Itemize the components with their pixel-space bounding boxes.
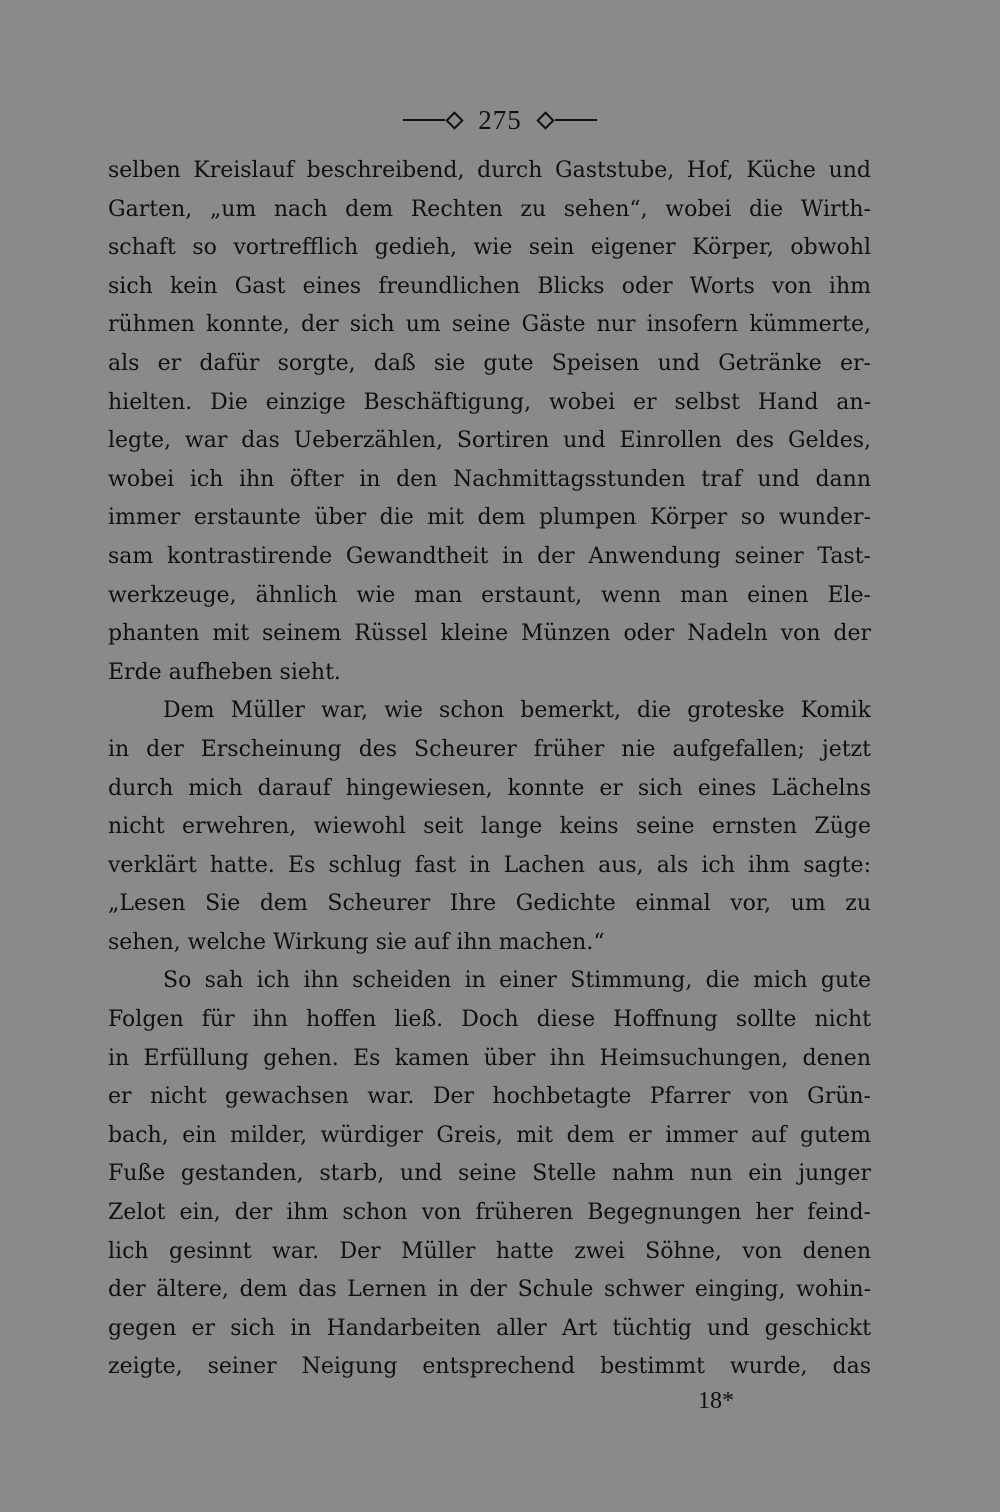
page-header bbox=[0, 100, 1000, 140]
text-line: Zelot ein, der ihm schon von früheren Begegnungen her feind- bbox=[108, 1200, 871, 1226]
text-line: wobei ich ihn öfter in den Nachmittagsstunden traf und dann bbox=[108, 466, 871, 492]
right-ornament-icon bbox=[536, 114, 597, 127]
text-line: legte, war das Ueberzählen, Sortiren und Einrollen des Geldes, bbox=[108, 428, 871, 454]
text-line: rühmen konnte, der sich um seine Gäste nur insofern kümmerte, bbox=[108, 312, 871, 338]
text-line: der ältere, dem das Lernen in der Schule schwer einging, wohin- bbox=[108, 1277, 871, 1303]
text-line: werkzeuge, ähnlich wie man erstaunt, wenn man einen Ele- bbox=[108, 582, 871, 608]
text-line: „Lesen Sie dem Scheurer Ihre Gedichte einmal vor, um zu bbox=[108, 891, 871, 917]
text-line: Fuße gestanden, starb, und seine Stelle nahm nun ein junger bbox=[108, 1161, 871, 1187]
text-line: nicht erwehren, wiewohl seit lange keins seine ernsten Züge bbox=[108, 814, 871, 840]
text-line: Erde aufheben sieht. bbox=[108, 659, 341, 685]
text-line: in der Erscheinung des Scheurer früher nie aufgefallen; jetzt bbox=[108, 736, 871, 762]
body-text bbox=[108, 152, 871, 1387]
text-line: lich gesinnt war. Der Müller hatte zwei Söhne, von denen bbox=[108, 1238, 871, 1264]
text-line: er nicht gewachsen war. Der hochbetagte Pfarrer von Grün- bbox=[108, 1084, 871, 1110]
page-number: 275 bbox=[478, 104, 522, 135]
text-line: gegen er sich in Handarbeiten aller Art tüchtig und geschickt bbox=[108, 1315, 871, 1341]
text-line: Folgen für ihn hoffen ließ. Doch diese Hoffnung sollte nicht bbox=[108, 1007, 871, 1033]
text-line: Dem Müller war, wie schon bemerkt, die groteske Komik bbox=[163, 698, 871, 724]
text-line: in Erfüllung gehen. Es kamen über ihn Heimsuchungen, denen bbox=[108, 1045, 871, 1071]
text-line: sam kontrastirende Gewandtheit in der Anwendung seiner Tast- bbox=[108, 543, 871, 569]
signature-mark: 18* bbox=[698, 1388, 734, 1414]
text-line: Garten, „um nach dem Rechten zu sehen“, wobei die Wirth- bbox=[108, 196, 871, 222]
text-line: sehen, welche Wirkung sie auf ihn machen.“ bbox=[108, 929, 605, 955]
text-line: durch mich darauf hingewiesen, konnte er sich eines Lächelns bbox=[108, 775, 871, 801]
text-line: sich kein Gast eines freundlichen Blicks oder Worts von ihm bbox=[108, 273, 871, 299]
text-line: immer erstaunte über die mit dem plumpen Körper so wunder- bbox=[108, 505, 871, 531]
text-line: schaft so vortrefflich gedieh, wie sein eigener Körper, obwohl bbox=[108, 235, 871, 261]
text-line: So sah ich ihn scheiden in einer Stimmung, die mich gute bbox=[163, 968, 871, 994]
text-line: hielten. Die einzige Beschäftigung, wobei er selbst Hand an- bbox=[108, 389, 871, 415]
text-line: verklärt hatte. Es schlug fast in Lachen aus, als ich ihm sagte: bbox=[108, 852, 871, 878]
text-line: zeigte, seiner Neigung entsprechend bestimmt wurde, das bbox=[108, 1354, 871, 1380]
text-line: bach, ein milder, würdiger Greis, mit dem er immer auf gutem bbox=[108, 1122, 871, 1148]
left-ornament-icon bbox=[403, 114, 464, 127]
text-line: als er dafür sorgte, daß sie gute Speisen und Getränke er- bbox=[108, 350, 871, 376]
text-line: phanten mit seinem Rüssel kleine Münzen oder Nadeln von der bbox=[108, 621, 871, 647]
text-line: selben Kreislauf beschreibend, durch Gaststube, Hof, Küche und bbox=[108, 158, 871, 183]
